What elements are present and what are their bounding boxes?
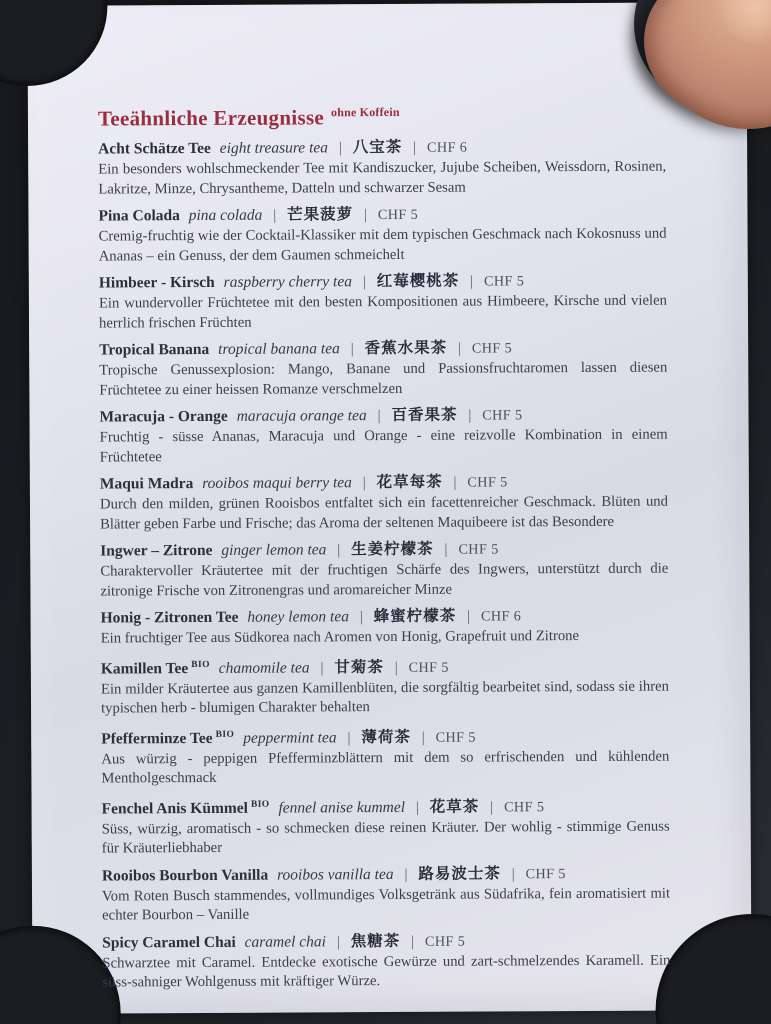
item-name: Fenchel Anis Kümmel (101, 799, 249, 818)
item-name-english: peppermint tea (243, 728, 337, 747)
item-name-english: honey lemon tea (247, 608, 350, 626)
item-name-chinese: 百香果茶 (391, 406, 458, 424)
menu-item-header (101, 652, 669, 680)
item-name: Acht Schätze Tee (98, 139, 211, 158)
item-description: Tropische Genussexplosion: Mango, Banane und Passionsfruchtaromen lassen diesen Früchtetee zu einer heissen Romanze verschmelzen (99, 359, 668, 399)
item-description: Vom Roten Busch stammendes, vollmundiges Volksgetränk aus Südafrika, fein aromatisiert mit echter Bourbon – Vanille (101, 885, 671, 924)
separator-bar: | (336, 933, 340, 950)
item-name: Kamillen Tee (100, 659, 189, 678)
menu-item-header (102, 862, 670, 887)
menu-item-header (98, 203, 666, 228)
separator-bar: | (444, 541, 448, 558)
thumb-highlight (700, 0, 771, 61)
item-name-english: rooibos vanilla tea (277, 865, 394, 884)
separator-bar: | (273, 207, 277, 224)
separator-bar: | (362, 475, 366, 492)
section-title-subtitle: ohne Koffein (330, 104, 400, 120)
separator-bar: | (511, 865, 515, 882)
item-description: Ein milder Kräutertee aus ganzen Kamillenblüten, die sorgfältig bearbeitet sind, sodass sie ihren typischen herb - blumigen Charakter behalten (100, 678, 669, 717)
menu-paper (27, 2, 751, 1014)
separator-bar: | (350, 341, 354, 358)
separator-bar: | (377, 408, 381, 425)
menu-item-header (100, 538, 668, 563)
separator-bar: | (457, 340, 462, 357)
menu-item (101, 792, 669, 859)
item-price: CHF 5 (504, 798, 545, 815)
menu-item (98, 203, 666, 267)
separator-bar: | (490, 798, 494, 815)
item-price: CHF 5 (467, 474, 508, 491)
separator-bar: | (453, 474, 457, 491)
separator-bar: | (411, 933, 415, 950)
bio-badge: BIO (250, 799, 270, 810)
bio-badge: BIO (215, 729, 235, 740)
item-name-english: rooibos maqui berry tea (202, 474, 352, 492)
item-name-english: raspberry cherry tea (223, 273, 352, 291)
item-name-chinese: 八宝茶 (352, 138, 403, 157)
item-name-chinese: 甘菊茶 (334, 658, 384, 676)
separator-bar: | (337, 542, 341, 559)
item-name-chinese: 焦糖茶 (350, 932, 401, 950)
menu-item (99, 404, 667, 468)
item-price: CHF 5 (377, 206, 419, 224)
separator-bar: | (404, 866, 408, 883)
item-name: Maqui Madra (99, 475, 194, 493)
menu-item-header (98, 136, 666, 161)
item-name: Spicy Caramel Chai (102, 933, 236, 952)
menu-item (102, 862, 670, 926)
item-price: CHF 5 (471, 340, 513, 357)
menu-item-header (99, 270, 667, 295)
section-title (98, 99, 666, 131)
item-description: Ein besonders wohlschmeckender Tee mit Kandiszucker, Jujube Scheiben, Weissdorn, Rosinen, Lakritze, Minze, Chrysantheme, Datteln und schwarzer Sesam (98, 158, 667, 198)
item-name-english: tropical banana tea (218, 340, 340, 358)
menu-item-header (99, 337, 667, 362)
item-name: Pina Colada (98, 207, 180, 225)
item-name-chinese: 芒果菠萝 (287, 206, 354, 224)
item-description: Süss, würzig, aromatisch - so schmecken diese reinen Kräuter. Der wohlig - stimmige Genuss für Kräuterliebhaber (101, 818, 670, 857)
menu-item-header (101, 722, 669, 750)
item-price: CHF 5 (408, 659, 449, 676)
item-price: CHF 5 (525, 865, 566, 882)
item-name-chinese: 蜂蜜柠檬茶 (373, 607, 457, 626)
item-price: CHF 5 (482, 407, 523, 424)
separator-bar: | (470, 273, 474, 290)
menu-item (101, 722, 669, 789)
item-description: Schwarztee mit Caramel. Entdecke exotische Gewürze und zart-schmelzendes Karamell. Ein süss-sahniger Wohlgenuss mit kräftiger Würze. (102, 952, 671, 991)
menu-content (27, 2, 751, 999)
separator-bar: | (468, 407, 472, 424)
menu-item (101, 605, 669, 649)
menu-item (98, 136, 666, 200)
item-description: Durch den milden, grünen Rooisbos entfaltet sich ein facettenreicher Geschmack. Blüten und Blätter geben Farbe und Frische; das Aroma der seltenen Maquibeere ist das Besondere (99, 493, 669, 533)
item-description: Cremig-fruchtig wie der Cocktail-Klassiker mit dem typischen Geschmack nach Kokosnuss und Ananas – ein Genuss, der dem Gaumen schmeichelt (98, 225, 667, 265)
separator-bar: | (363, 207, 368, 224)
item-name-english: maracuja orange tea (236, 407, 367, 425)
item-name-english: pina colada (188, 206, 263, 225)
item-name-chinese: 香蕉水果茶 (364, 339, 448, 358)
item-price: CHF 5 (424, 933, 466, 950)
item-name: Honig - Zitronen Tee (100, 608, 239, 627)
menu-item (102, 929, 670, 993)
item-name-chinese: 红莓樱桃茶 (376, 272, 460, 291)
section-title-text: Teeähnliche Erzeugnisse (97, 105, 325, 131)
bio-badge: BIO (191, 659, 210, 670)
separator-bar: | (362, 274, 366, 291)
menu-item (99, 337, 667, 401)
item-name-chinese: 薄荷茶 (361, 728, 411, 746)
item-name: Rooibos Bourbon Vanilla (101, 866, 269, 885)
separator-bar: | (320, 659, 324, 676)
item-description: Aus würzig - peppigen Pfefferminzblättern mit dem so erfrischenden und kühlenden Mentholgeschmack (101, 748, 670, 787)
menu-item (100, 471, 668, 535)
item-name: Maracuja - Orange (99, 407, 228, 426)
item-name-chinese: 生姜柠檬茶 (351, 540, 434, 559)
item-name: Ingwer – Zitrone (100, 541, 213, 560)
menu-item (99, 270, 667, 334)
item-name-english: fennel anise kummel (278, 798, 406, 817)
item-description: Ein fruchtiger Tee aus Südkorea nach Aromen von Honig, Grapefruit und Zitrone (100, 628, 580, 647)
menu-item (100, 538, 668, 602)
menu-item-header (101, 792, 669, 820)
item-name-english: ginger lemon tea (221, 541, 327, 559)
separator-bar: | (347, 729, 351, 746)
item-price: CHF 6 (426, 139, 468, 156)
item-name-chinese: 花草每茶 (376, 473, 443, 492)
item-price: CHF 5 (483, 273, 525, 290)
menu-item-header (100, 471, 668, 496)
item-price: CHF 5 (435, 729, 476, 746)
separator-bar: | (415, 799, 419, 816)
separator-bar: | (413, 139, 417, 156)
menu-item-header (102, 929, 670, 954)
item-description: Ein wundervoller Früchtetee mit den besten Kompositionen aus Himbeere, Kirsche und vielen herrlich frischen Früchten (98, 292, 667, 332)
item-name-chinese: 路易波士茶 (418, 864, 501, 883)
menu-item-header (99, 404, 667, 429)
menu-item (101, 652, 669, 719)
item-name-english: caramel chai (244, 932, 327, 951)
item-price: CHF 6 (480, 608, 522, 625)
menu-items (98, 136, 670, 993)
separator-bar: | (359, 609, 363, 626)
item-name-chinese: 花草茶 (429, 798, 480, 816)
item-description: Fruchtig - süsse Ananas, Maracuja und Orange - eine reizvolle Kombination in einem Früchtetee (99, 426, 668, 466)
item-name: Pfefferminze Tee (101, 729, 213, 748)
item-price: CHF 5 (458, 541, 499, 558)
item-name: Himbeer - Kirsch (98, 273, 215, 292)
item-name-english: chamomile tea (218, 658, 310, 677)
item-description: Charaktervoller Kräutertee mit der fruchtigen Schärfe des Ingwers, unterstützt durch die zitronige Frische von Zitronengras und aromareicher Minze (100, 560, 669, 600)
separator-bar: | (467, 608, 471, 625)
separator-bar: | (338, 140, 342, 157)
separator-bar: | (394, 659, 398, 676)
separator-bar: | (421, 729, 425, 746)
item-name-english: eight treasure tea (219, 139, 329, 157)
item-name: Tropical Banana (99, 340, 210, 359)
menu-item-header (101, 605, 669, 630)
